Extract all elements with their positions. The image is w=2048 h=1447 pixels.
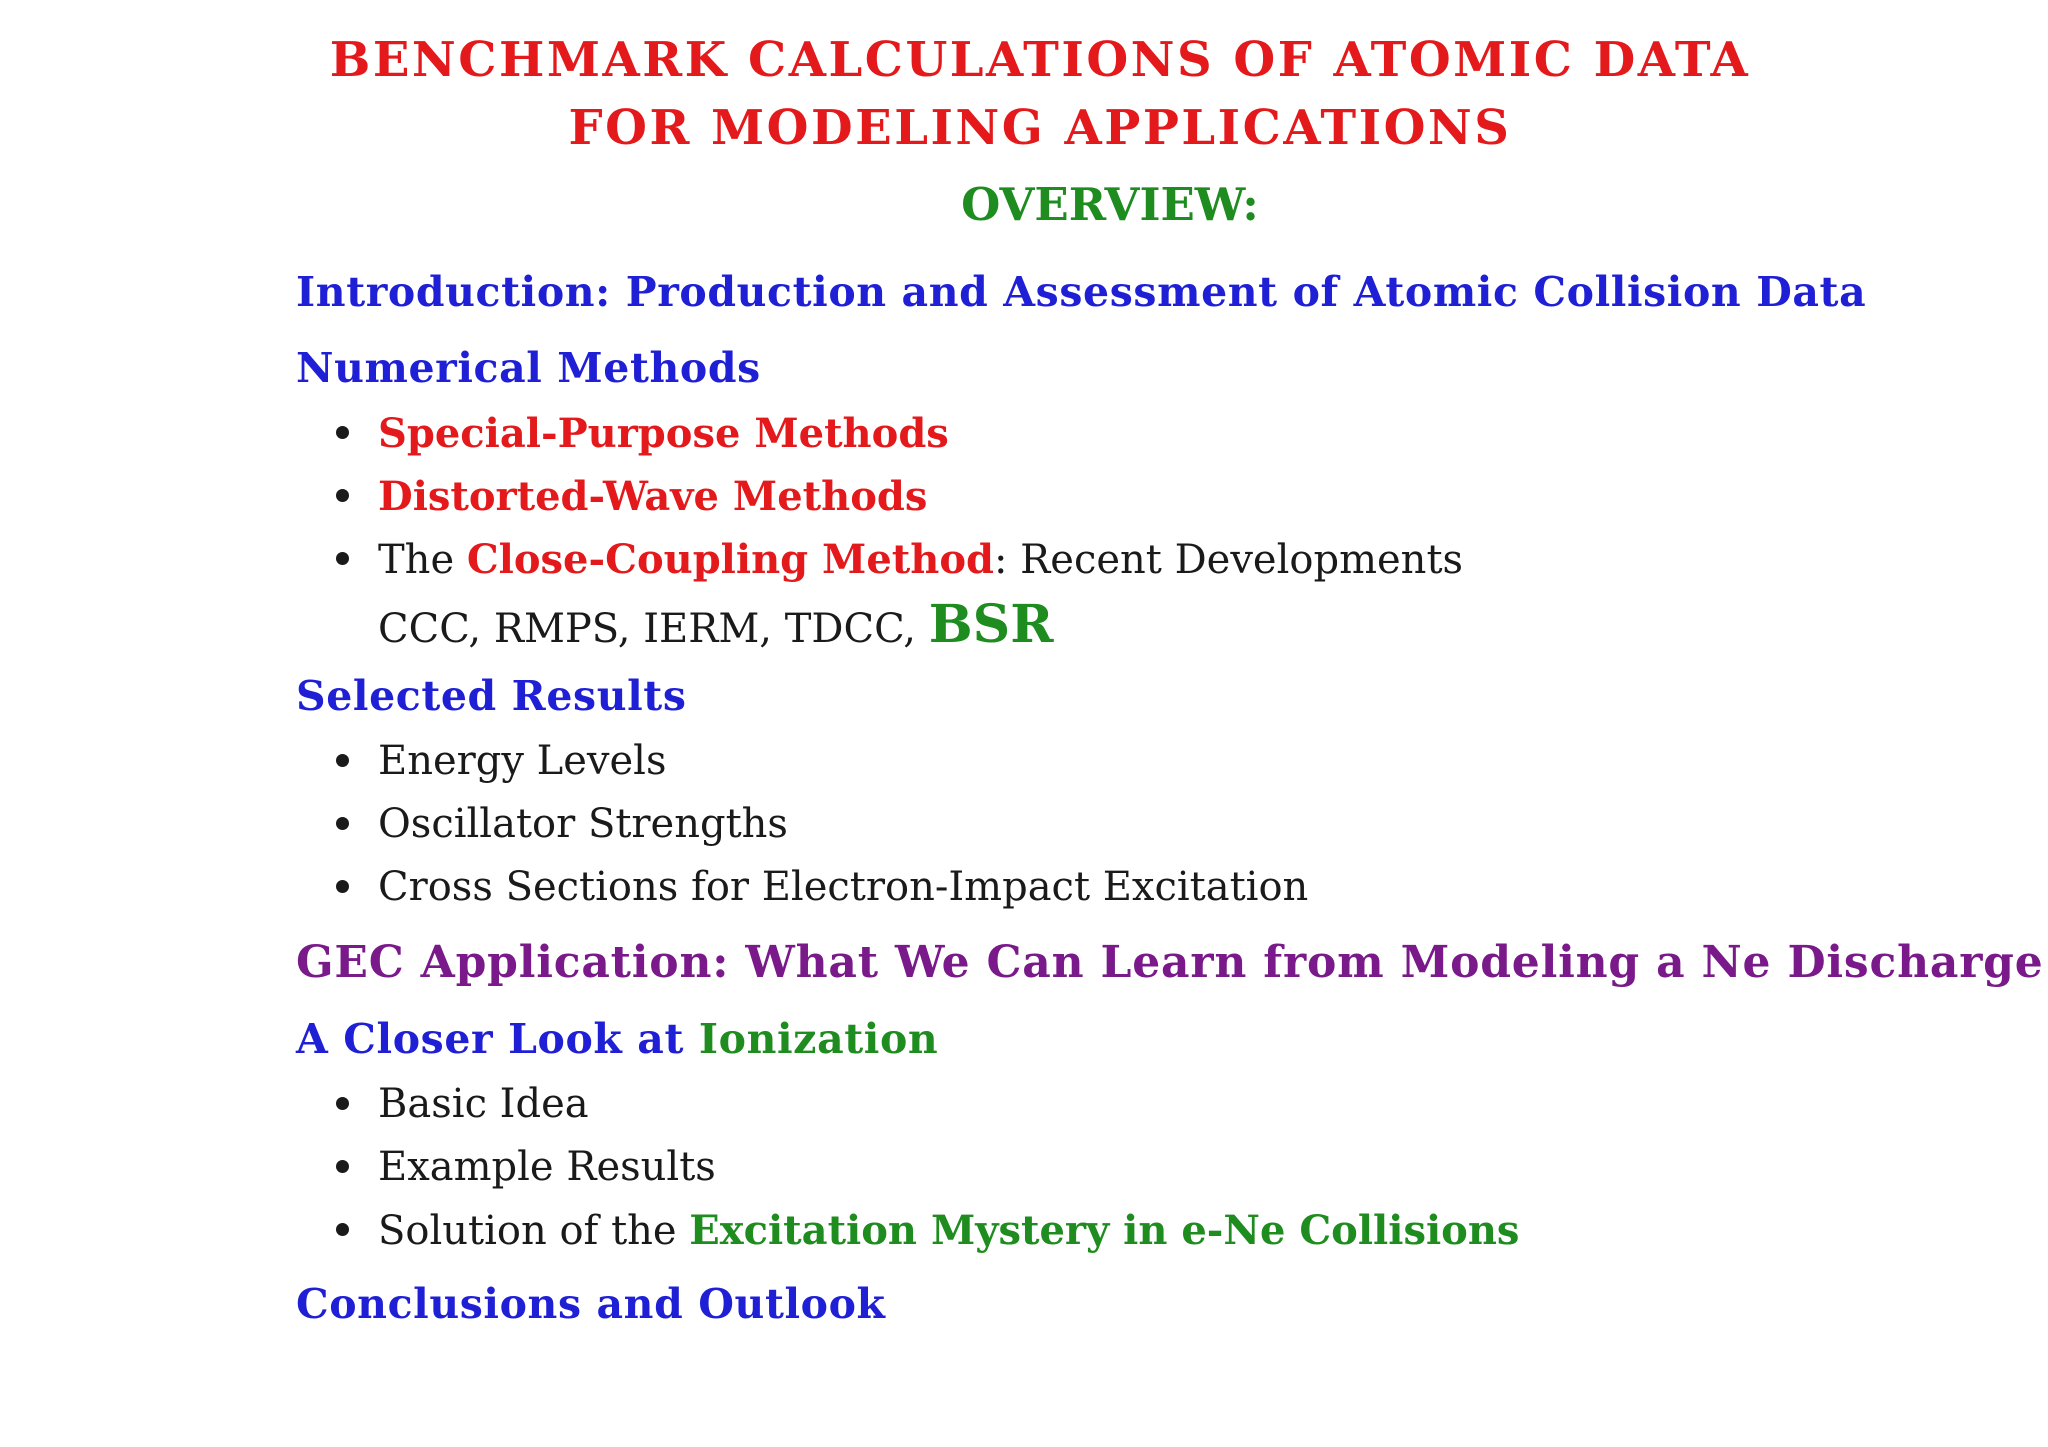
close-coupling-prefix: The (378, 537, 467, 583)
overview-heading: OVERVIEW: (961, 178, 1259, 231)
excitation-mystery: Excitation Mystery in e-Ne Collisions (689, 1207, 1520, 1254)
section-1-title: Introduction: Production and Assessment of Atomic Collision Data (296, 268, 1867, 316)
bullet-icon (336, 426, 349, 439)
ionization-highlight: Ionization (698, 1015, 939, 1063)
bullet-icon (336, 552, 349, 565)
basic-idea: Basic Idea (378, 1081, 589, 1127)
distorted-wave-methods: Distorted-Wave Methods (378, 473, 928, 520)
section-6-title: Conclusions and Outlook (296, 1280, 886, 1328)
cross-sections: Cross Sections for Electron-Impact Excitation (378, 864, 1309, 910)
section-2-title: Numerical Methods (296, 344, 761, 392)
title-line-2: FOR MODELING APPLICATIONS (568, 100, 1512, 156)
bsr-highlight: BSR (928, 594, 1054, 655)
bullet-icon (336, 489, 349, 502)
oscillator-strengths: Oscillator Strengths (378, 801, 788, 847)
example-results: Example Results (378, 1144, 716, 1190)
special-purpose-methods: Special-Purpose Methods (378, 410, 949, 457)
bullet-icon (336, 1097, 349, 1110)
close-coupling-suffix: : Recent Developments (993, 537, 1464, 583)
section-3-title: Selected Results (296, 672, 687, 720)
bullet-icon (336, 1223, 349, 1236)
energy-levels: Energy Levels (378, 738, 667, 784)
bullet-icon (336, 754, 349, 767)
bullet-icon (336, 1160, 349, 1173)
section-4-title: GEC Application: What We Can Learn from Modeling a Ne Discharge (296, 937, 2044, 988)
bullet-icon (336, 817, 349, 830)
close-coupling-method: Close-Coupling Method (466, 536, 994, 583)
bullet-icon (336, 880, 349, 893)
section-5-title-prefix: A Closer Look at (296, 1015, 699, 1063)
method-list: CCC, RMPS, IERM, TDCC, (378, 606, 929, 652)
title-line-1: BENCHMARK CALCULATIONS OF ATOMIC DATA (329, 32, 1751, 88)
section-5-title (296, 1015, 938, 1063)
solution-prefix: Solution of the (378, 1208, 690, 1254)
